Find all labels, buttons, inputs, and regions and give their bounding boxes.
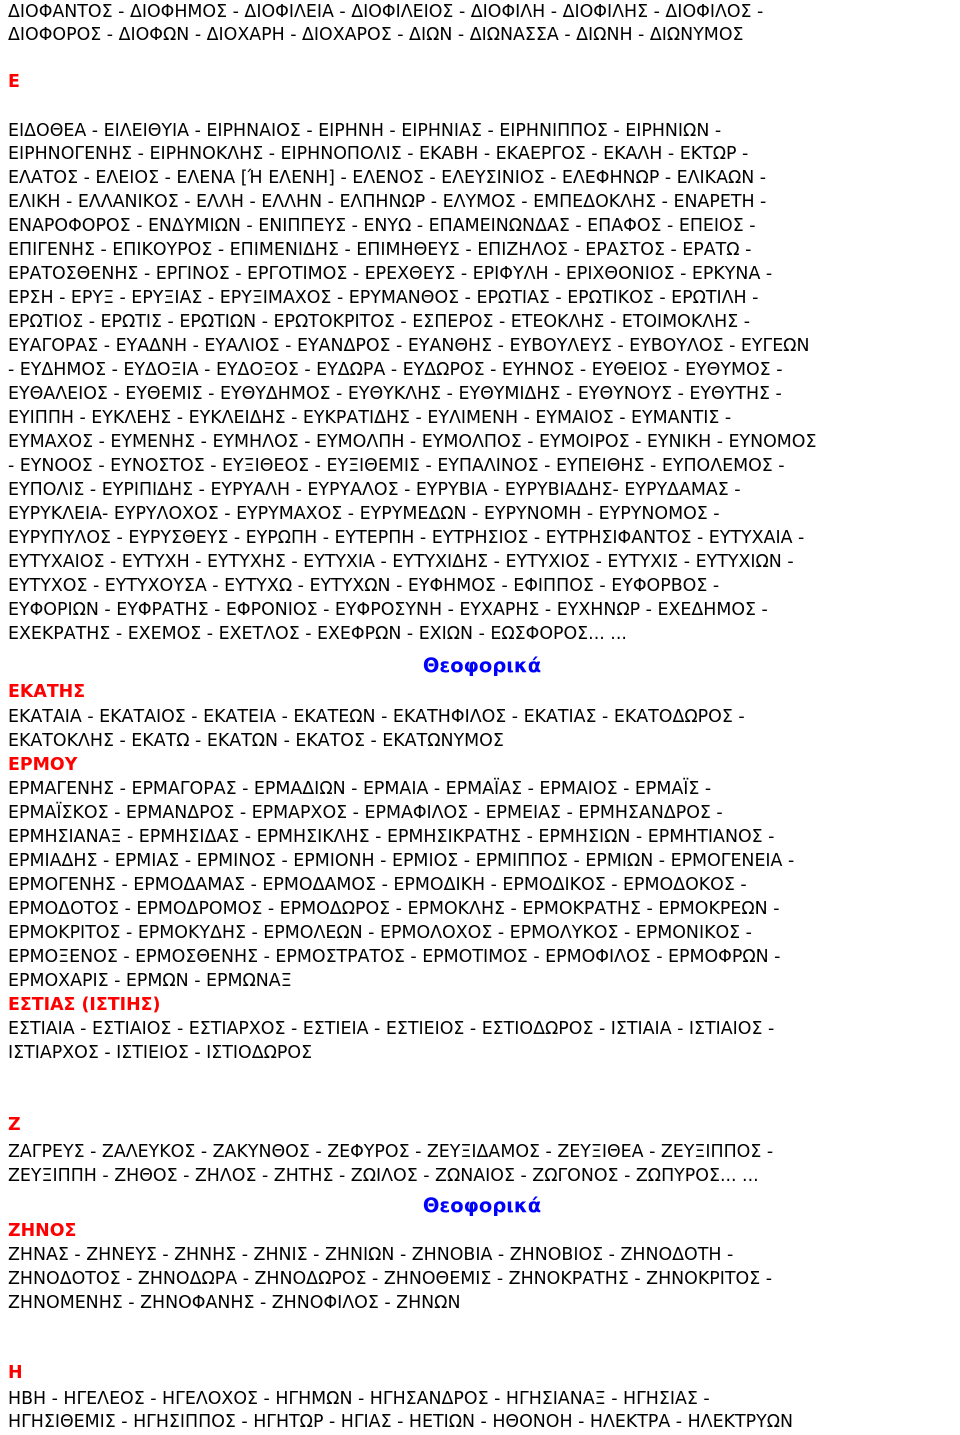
name-line: ΖΑΓΡΕΥΣ - ΖΑΛΕΥΚΟΣ - ΖΑΚΥΝΘΟΣ - ΖΕΦΥΡΟΣ - ΖΕΥΞΙΔΑΜΟΣ - ΖΕΥΞΙΘΕΑ - ΖΕΥΞΙΠΠΟΣ - bbox=[8, 1142, 774, 1162]
name-line: ΕΚΑΤΟΚΛΗΣ - ΕΚΑΤΩ - ΕΚΑΤΩΝ - ΕΚΑΤΟΣ - ΕΚΑΤΩΝΥΜΟΣ bbox=[8, 731, 504, 751]
name-line: ΕΡΜΗΣΙΑΝΑΞ - ΕΡΜΗΣΙΔΑΣ - ΕΡΜΗΣΙΚΛΗΣ - ΕΡΜΗΣΙΚΡΑΤΗΣ - ΕΡΜΗΣΙΩΝ - ΕΡΜΗΤΙΑΝΟΣ - bbox=[8, 827, 775, 847]
name-line: ΕΛΙΚΗ - ΕΛΛΑΝΙΚΟΣ - ΕΛΛΗ - ΕΛΛΗΝ - ΕΛΠΗΝΩΡ - ΕΛΥΜΟΣ - ΕΜΠΕΔΟΚΛΗΣ - ΕΝΑΡΕΤΗ - bbox=[8, 192, 767, 212]
group-heading-estias: ΕΣΤΙΑΣ (ΙΣΤΙΗΣ) bbox=[8, 995, 161, 1015]
name-line: - ΕΥΔΗΜΟΣ - ΕΥΔΟΞΙΑ - ΕΥΔΟΞΟΣ - ΕΥΔΩΡΑ - ΕΥΔΩΡΟΣ - ΕΥΗΝΟΣ - ΕΥΘΕΙΟΣ - ΕΥΘΥΜΟΣ - bbox=[8, 360, 783, 380]
name-line: ΕΡΜΑΪΣΚΟΣ - ΕΡΜΑΝΔΡΟΣ - ΕΡΜΑΡΧΟΣ - ΕΡΜΑΦΙΛΟΣ - ΕΡΜΕΙΑΣ - ΕΡΜΗΣΑΝΔΡΟΣ - bbox=[8, 803, 723, 823]
name-line: ΔΙΟΦΑΝΤΟΣ - ΔΙΟΦΗΜΟΣ - ΔΙΟΦΙΛΕΙΑ - ΔΙΟΦΙΛΕΙΟΣ - ΔΙΟΦΙΛΗ - ΔΙΟΦΙΛΗΣ - ΔΙΟΦΙΛΟΣ - bbox=[8, 2, 764, 22]
name-line: ΕΙΔΟΘΕΑ - ΕΙΛΕΙΘΥΙΑ - ΕΙΡΗΝΑΙΟΣ - ΕΙΡΗΝΗ - ΕΙΡΗΝΙΑΣ - ΕΙΡΗΝΙΠΠΟΣ - ΕΙΡΗΝΙΩΝ - bbox=[8, 121, 722, 141]
name-line: ΙΣΤΙΑΡΧΟΣ - ΙΣΤΙΕΙΟΣ - ΙΣΤΙΟΔΩΡΟΣ bbox=[8, 1043, 313, 1063]
name-line: ΕΥΑΓΟΡΑΣ - ΕΥΑΔΝΗ - ΕΥΑΛΙΟΣ - ΕΥΑΝΔΡΟΣ - ΕΥΑΝΘΗΣ - ΕΥΒΟΥΛΕΥΣ - ΕΥΒΟΥΛΟΣ - ΕΥΓΕΩΝ bbox=[8, 336, 810, 356]
name-line: ΕΡΜΙΑΔΗΣ - ΕΡΜΙΑΣ - ΕΡΜΙΝΟΣ - ΕΡΜΙΟΝΗ - ΕΡΜΙΟΣ - ΕΡΜΙΠΠΟΣ - ΕΡΜΙΩΝ - ΕΡΜΟΓΕΝΕΙΑ - bbox=[8, 851, 795, 871]
name-line: ΕΝΑΡΟΦΟΡΟΣ - ΕΝΔΥΜΙΩΝ - ΕΝΙΠΠΕΥΣ - ΕΝΥΩ - ΕΠΑΜΕΙΝΩΝΔΑΣ - ΕΠΑΦΟΣ - ΕΠΕΙΟΣ - bbox=[8, 216, 756, 236]
name-line: ΕΛΑΤΟΣ - ΕΛΕΙΟΣ - ΕΛΕΝΑ [Ή ΕΛΕΝΗ] - ΕΛΕΝΟΣ - ΕΛΕΥΣΙΝΙΟΣ - ΕΛΕΦΗΝΩΡ - ΕΛΙΚΑΩΝ - bbox=[8, 168, 767, 188]
name-line: ΕΡΜΟΚΡΙΤΟΣ - ΕΡΜΟΚΥΔΗΣ - ΕΡΜΟΛΕΩΝ - ΕΡΜΟΛΟΧΟΣ - ΕΡΜΟΛΥΚΟΣ - ΕΡΜΟΝΙΚΟΣ - bbox=[8, 923, 752, 943]
name-line: ΖΕΥΞΙΠΠΗ - ΖΗΘΟΣ - ΖΗΛΟΣ - ΖΗΤΗΣ - ΖΩΙΛΟΣ - ΖΩΝΑΙΟΣ - ΖΩΓΟΝΟΣ - ΖΩΠΥΡΟΣ... ... bbox=[8, 1166, 759, 1186]
section-letter-zeta: Ζ bbox=[8, 1115, 21, 1135]
name-line: ΖΗΝΟΜΕΝΗΣ - ΖΗΝΟΦΑΝΗΣ - ΖΗΝΟΦΙΛΟΣ - ΖΗΝΩΝ bbox=[8, 1293, 461, 1313]
name-line: ΕΧΕΚΡΑΤΗΣ - ΕΧΕΜΟΣ - ΕΧΕΤΛΟΣ - ΕΧΕΦΡΩΝ - ΕΧΙΩΝ - ΕΩΣΦΟΡΟΣ... ... bbox=[8, 624, 627, 644]
name-line: ΕΥΙΠΠΗ - ΕΥΚΛΕΗΣ - ΕΥΚΛΕΙΔΗΣ - ΕΥΚΡΑΤΙΔΗΣ - ΕΥΛΙΜΕΝΗ - ΕΥΜΑΙΟΣ - ΕΥΜΑΝΤΙΣ - bbox=[8, 408, 732, 428]
name-line: ΗΒΗ - ΗΓΕΛΕΟΣ - ΗΓΕΛΟΧΟΣ - ΗΓΗΜΩΝ - ΗΓΗΣΑΝΔΡΟΣ - ΗΓΗΣΙΑΝΑΞ - ΗΓΗΣΙΑΣ - bbox=[8, 1389, 710, 1409]
name-line: ΕΥΜΑΧΟΣ - ΕΥΜΕΝΗΣ - ΕΥΜΗΛΟΣ - ΕΥΜΟΛΠΗ - ΕΥΜΟΛΠΟΣ - ΕΥΜΟΙΡΟΣ - ΕΥΝΙΚΗ - ΕΥΝΟΜΟΣ bbox=[8, 432, 817, 452]
name-line: ΖΗΝΑΣ - ΖΗΝΕΥΣ - ΖΗΝΗΣ - ΖΗΝΙΣ - ΖΗΝΙΩΝ - ΖΗΝΟΒΙΑ - ΖΗΝΟΒΙΟΣ - ΖΗΝΟΔΟΤΗ - bbox=[8, 1245, 734, 1265]
name-line: ΖΗΝΟΔΟΤΟΣ - ΖΗΝΟΔΩΡΑ - ΖΗΝΟΔΩΡΟΣ - ΖΗΝΟΘΕΜΙΣ - ΖΗΝΟΚΡΑΤΗΣ - ΖΗΝΟΚΡΙΤΟΣ - bbox=[8, 1269, 772, 1289]
name-line: ΕΡΣΗ - ΕΡΥΞ - ΕΡΥΞΙΑΣ - ΕΡΥΞΙΜΑΧΟΣ - ΕΡΥΜΑΝΘΟΣ - ΕΡΩΤΙΑΣ - ΕΡΩΤΙΚΟΣ - ΕΡΩΤΙΛΗ - bbox=[8, 288, 759, 308]
name-line: ΕΥΠΟΛΙΣ - ΕΥΡΙΠΙΔΗΣ - ΕΥΡΥΑΛΗ - ΕΥΡΥΑΛΟΣ - ΕΥΡΥΒΙΑ - ΕΥΡΥΒΙΑΔΗΣ- ΕΥΡΥΔΑΜΑΣ - bbox=[8, 480, 741, 500]
group-heading-ermou: ΕΡΜΟΥ bbox=[8, 755, 78, 775]
name-line: ΕΡΩΤΙΟΣ - ΕΡΩΤΙΣ - ΕΡΩΤΙΩΝ - ΕΡΩΤΟΚΡΙΤΟΣ - ΕΣΠΕΡΟΣ - ΕΤΕΟΚΛΗΣ - ΕΤΟΙΜΟΚΛΗΣ - bbox=[8, 312, 751, 332]
name-line: ΗΓΗΣΙΘΕΜΙΣ - ΗΓΗΣΙΠΠΟΣ - ΗΓΗΤΩΡ - ΗΓΙΑΣ - ΗΕΤΙΩΝ - ΗΘΟΝΟΗ - ΗΛΕΚΤΡΑ - ΗΛΕΚΤΡΥΩΝ bbox=[8, 1412, 793, 1432]
name-line: ΕΥΦΟΡΙΩΝ - ΕΥΦΡΑΤΗΣ - ΕΦΡΟΝΙΟΣ - ΕΥΦΡΟΣΥΝΗ - ΕΥΧΑΡΗΣ - ΕΥΧΗΝΩΡ - ΕΧΕΔΗΜΟΣ - bbox=[8, 600, 768, 620]
name-line: ΕΚΑΤΑΙΑ - ΕΚΑΤΑΙΟΣ - ΕΚΑΤΕΙΑ - ΕΚΑΤΕΩΝ - ΕΚΑΤΗΦΙΛΟΣ - ΕΚΑΤΙΑΣ - ΕΚΑΤΟΔΩΡΟΣ - bbox=[8, 707, 745, 727]
name-line: ΕΡΜΑΓΕΝΗΣ - ΕΡΜΑΓΟΡΑΣ - ΕΡΜΑΔΙΩΝ - ΕΡΜΑΙΑ - ΕΡΜΑΪΑΣ - ΕΡΜΑΙΟΣ - ΕΡΜΑΪΣ - bbox=[8, 779, 712, 799]
name-line: ΕΡΜΟΓΕΝΗΣ - ΕΡΜΟΔΑΜΑΣ - ΕΡΜΟΔΑΜΟΣ - ΕΡΜΟΔΙΚΗ - ΕΡΜΟΔΙΚΟΣ - ΕΡΜΟΔΟΚΟΣ - bbox=[8, 875, 747, 895]
name-line: ΕΥΘΑΛΕΙΟΣ - ΕΥΘΕΜΙΣ - ΕΥΘΥΔΗΜΟΣ - ΕΥΘΥΚΛΗΣ - ΕΥΘΥΜΙΔΗΣ - ΕΥΘΥΝΟΥΣ - ΕΥΘΥΤΗΣ - bbox=[8, 384, 782, 404]
theophoric-subtitle: Θεοφορικά bbox=[422, 1194, 542, 1217]
name-line: ΕΥΤΥΧΑΙΟΣ - ΕΥΤΥΧΗ - ΕΥΤΥΧΗΣ - ΕΥΤΥΧΙΑ - ΕΥΤΥΧΙΔΗΣ - ΕΥΤΥΧΙΟΣ - ΕΥΤΥΧΙΣ - ΕΥΤΥΧΙΩΝ - bbox=[8, 552, 794, 572]
group-heading-zinos: ΖΗΝΟΣ bbox=[8, 1221, 77, 1241]
name-line: ΕΠΙΓΕΝΗΣ - ΕΠΙΚΟΥΡΟΣ - ΕΠΙΜΕΝΙΔΗΣ - ΕΠΙΜΗΘΕΥΣ - ΕΠΙΖΗΛΟΣ - ΕΡΑΣΤΟΣ - ΕΡΑΤΩ - bbox=[8, 240, 752, 260]
name-line: ΕΡΜΟΔΟΤΟΣ - ΕΡΜΟΔΡΟΜΟΣ - ΕΡΜΟΔΩΡΟΣ - ΕΡΜΟΚΛΗΣ - ΕΡΜΟΚΡΑΤΗΣ - ΕΡΜΟΚΡΕΩΝ - bbox=[8, 899, 780, 919]
name-line: ΕΥΡΥΠΥΛΟΣ - ΕΥΡΥΣΘΕΥΣ - ΕΥΡΩΠΗ - ΕΥΤΕΡΠΗ - ΕΥΤΡΗΣΙΟΣ - ΕΥΤΡΗΣΙΦΑΝΤΟΣ - ΕΥΤΥΧΑΙΑ - bbox=[8, 528, 805, 548]
name-line: ΕΡΑΤΟΣΘΕΝΗΣ - ΕΡΓΙΝΟΣ - ΕΡΓΟΤΙΜΟΣ - ΕΡΕΧΘΕΥΣ - ΕΡΙΦΥΛΗ - ΕΡΙΧΘΟΝΙΟΣ - ΕΡΚΥΝΑ - bbox=[8, 264, 773, 284]
name-line: ΕΡΜΟΞΕΝΟΣ - ΕΡΜΟΣΘΕΝΗΣ - ΕΡΜΟΣΤΡΑΤΟΣ - ΕΡΜΟΤΙΜΟΣ - ΕΡΜΟΦΙΛΟΣ - ΕΡΜΟΦΡΩΝ - bbox=[8, 947, 781, 967]
name-line: - ΕΥΝΟΟΣ - ΕΥΝΟΣΤΟΣ - ΕΥΞΙΘΕΟΣ - ΕΥΞΙΘΕΜΙΣ - ΕΥΠΑΛΙΝΟΣ - ΕΥΠΕΙΘΗΣ - ΕΥΠΟΛΕΜΟΣ - bbox=[8, 456, 785, 476]
name-line: ΕΥΤΥΧΟΣ - ΕΥΤΥΧΟΥΣΑ - ΕΥΤΥΧΩ - ΕΥΤΥΧΩΝ - ΕΥΦΗΜΟΣ - ΕΦΙΠΠΟΣ - ΕΥΦΟΡΒΟΣ - bbox=[8, 576, 720, 596]
name-line: ΕΙΡΗΝΟΓΕΝΗΣ - ΕΙΡΗΝΟΚΛΗΣ - ΕΙΡΗΝΟΠΟΛΙΣ - ΕΚΑΒΗ - ΕΚΑΕΡΓΟΣ - ΕΚΑΛΗ - ΕΚΤΩΡ - bbox=[8, 144, 749, 164]
theophoric-subtitle: Θεοφορικά bbox=[422, 654, 542, 677]
section-letter-eta: Η bbox=[8, 1363, 23, 1383]
name-line: ΕΡΜΟΧΑΡΙΣ - ΕΡΜΩΝ - ΕΡΜΩΝΑΞ bbox=[8, 971, 292, 991]
name-line: ΕΣΤΙΑΙΑ - ΕΣΤΙΑΙΟΣ - ΕΣΤΙΑΡΧΟΣ - ΕΣΤΙΕΙΑ - ΕΣΤΙΕΙΟΣ - ΕΣΤΙΟΔΩΡΟΣ - ΙΣΤΙΑΙΑ - ΙΣΤΙΑΙΟΣ - bbox=[8, 1019, 775, 1039]
name-line: ΕΥΡΥΚΛΕΙΑ- ΕΥΡΥΛΟΧΟΣ - ΕΥΡΥΜΑΧΟΣ - ΕΥΡΥΜΕΔΩΝ - ΕΥΡΥΝΟΜΗ - ΕΥΡΥΝΟΜΟΣ - bbox=[8, 504, 720, 524]
group-heading-ekatis: ΕΚΑΤΗΣ bbox=[8, 682, 86, 702]
section-letter-epsilon: Ε bbox=[8, 72, 20, 92]
name-line: ΔΙΟΦΟΡΟΣ - ΔΙΟΦΩΝ - ΔΙΟΧΑΡΗ - ΔΙΟΧΑΡΟΣ - ΔΙΩΝ - ΔΙΩΝΑΣΣΑ - ΔΙΩΝΗ - ΔΙΩΝΥΜΟΣ bbox=[8, 25, 744, 45]
